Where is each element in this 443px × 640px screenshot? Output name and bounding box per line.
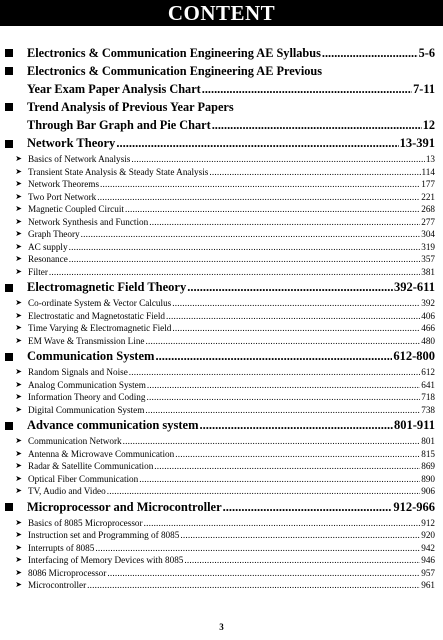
toc-entry-title: Trend Analysis of Previous Year Papers — [27, 100, 234, 114]
toc-page-range: 961 — [421, 580, 435, 590]
dot-leader — [166, 310, 420, 323]
square-bullet-icon — [5, 67, 13, 75]
dot-leader — [154, 460, 420, 473]
dot-leader — [116, 134, 398, 153]
arrow-bullet-icon: ➤ — [15, 404, 22, 414]
toc-subentry — [0, 567, 443, 580]
arrow-bullet-icon: ➤ — [15, 254, 22, 263]
toc-entry-title: Two Port Network — [28, 191, 97, 202]
dot-leader — [172, 322, 420, 335]
toc-page-range: 920 — [421, 530, 435, 540]
dot-leader — [180, 529, 420, 542]
toc-subentry — [0, 435, 443, 448]
dot-leader — [69, 253, 420, 266]
arrow-bullet-icon: ➤ — [15, 555, 22, 564]
toc-section-entry — [0, 347, 443, 366]
toc-page-range: 114 — [421, 166, 435, 177]
marker-spacer — [5, 121, 13, 129]
toc-page-range: 718 — [421, 392, 435, 402]
toc-page-range: 869 — [421, 461, 435, 471]
toc-page-range: 277 — [421, 216, 435, 227]
toc-page-range: 7-11 — [413, 82, 435, 96]
toc-entry-title: Communication System — [27, 349, 155, 363]
toc-subentry — [0, 241, 443, 254]
toc-page-range: 612-800 — [393, 349, 435, 363]
toc-major-entry — [0, 62, 443, 80]
toc-entry-title: Time Varying & Electromagnetic Field — [28, 323, 172, 333]
toc-page-range: 177 — [421, 179, 435, 189]
dot-leader — [131, 153, 424, 166]
toc-major-entry — [0, 116, 443, 134]
toc-entry-title: AC supply — [28, 241, 68, 252]
arrow-bullet-icon: ➤ — [15, 567, 22, 577]
dot-leader — [149, 216, 420, 229]
arrow-bullet-icon: ➤ — [15, 154, 22, 163]
toc-page-range: 815 — [421, 448, 435, 459]
toc-page-range: 466 — [421, 323, 435, 333]
dot-leader — [200, 416, 394, 435]
toc-subentry — [0, 228, 443, 241]
toc-subentry — [0, 253, 443, 266]
toc-page-range: 392 — [421, 298, 435, 308]
toc-page-range: 381 — [421, 266, 435, 277]
toc-subentry — [0, 297, 443, 310]
toc-subentry — [0, 322, 443, 335]
toc-subentry — [0, 404, 443, 417]
dot-leader — [322, 44, 418, 62]
arrow-bullet-icon: ➤ — [15, 166, 22, 176]
toc-page-range: 912-966 — [393, 499, 435, 514]
toc-entry-title: Optical Fiber Communication — [28, 473, 139, 484]
toc-entry-title: 8086 Microprocessor — [28, 567, 107, 578]
toc-page-range: 319 — [421, 241, 435, 252]
dot-leader — [95, 542, 420, 555]
dot-leader — [144, 517, 421, 530]
toc-section-entry — [0, 134, 443, 153]
toc-entry-title: Electronics & Communication Engineering AE Syllabus — [27, 46, 321, 60]
arrow-bullet-icon: ➤ — [15, 436, 22, 445]
toc-subentry — [0, 529, 443, 542]
toc-subentry — [0, 166, 443, 179]
arrow-bullet-icon: ➤ — [15, 379, 22, 389]
toc-page-range: 738 — [421, 404, 435, 415]
square-bullet-icon — [5, 49, 13, 57]
toc-page-range: 5-6 — [418, 46, 435, 60]
dot-leader — [123, 435, 421, 448]
toc-entry-title: Communication Network — [28, 436, 122, 446]
toc-entry-title: Electrostatic and Magnetostatic Field — [28, 310, 166, 321]
dot-leader — [100, 178, 420, 191]
arrow-bullet-icon: ➤ — [15, 473, 22, 483]
toc-page-range: 641 — [421, 379, 435, 390]
dot-leader — [175, 448, 420, 461]
toc-page-range: 357 — [421, 254, 435, 264]
toc-entry-title: EM Wave & Transmission Line — [28, 335, 145, 346]
arrow-bullet-icon: ➤ — [15, 335, 22, 345]
toc-page-range: 221 — [421, 191, 435, 202]
arrow-bullet-icon: ➤ — [15, 367, 22, 376]
toc-entry-title: Network Theorems — [28, 179, 100, 189]
toc-page-range: 801-911 — [394, 418, 435, 432]
toc-entry-title: Resonance — [28, 254, 68, 264]
toc-section-entry — [0, 498, 443, 517]
toc-subentry — [0, 391, 443, 404]
toc-page-range: 906 — [421, 486, 435, 496]
toc-page-range: 801 — [421, 436, 435, 446]
toc-entry-title: Electronics & Communication Engineering AE Previous — [27, 64, 323, 78]
toc-entry-title: Magnetic Coupled Circuit — [28, 204, 124, 214]
square-bullet-icon — [5, 284, 13, 292]
toc-entry-title: Analog Communication System — [28, 379, 146, 390]
toc-major-entry — [0, 44, 443, 62]
toc-entry-title: Year Exam Paper Analysis Chart — [27, 82, 201, 96]
dot-leader — [146, 335, 421, 348]
toc-subentry — [0, 178, 443, 191]
toc-subentry — [0, 379, 443, 392]
toc-page-range: 942 — [421, 542, 435, 553]
toc-subentry — [0, 153, 443, 166]
page-number: 3 — [219, 622, 224, 632]
dot-leader — [125, 203, 420, 216]
dot-leader — [87, 579, 420, 592]
dot-leader — [187, 278, 393, 297]
toc-major-entry — [0, 80, 443, 98]
arrow-bullet-icon: ➤ — [15, 323, 22, 332]
arrow-bullet-icon: ➤ — [15, 241, 22, 251]
arrow-bullet-icon: ➤ — [15, 580, 22, 589]
arrow-bullet-icon: ➤ — [15, 461, 22, 470]
arrow-bullet-icon: ➤ — [15, 191, 22, 201]
dot-leader — [107, 567, 420, 580]
toc-page-range: 612 — [421, 367, 435, 377]
toc-subentry — [0, 191, 443, 204]
toc-subentry — [0, 542, 443, 555]
table-of-contents — [0, 44, 443, 592]
dot-leader — [107, 485, 421, 498]
square-bullet-icon — [5, 140, 13, 148]
arrow-bullet-icon: ➤ — [15, 310, 22, 320]
square-bullet-icon — [5, 422, 13, 430]
toc-subentry — [0, 203, 443, 216]
toc-entry-title: Random Signals and Noise — [28, 367, 128, 377]
toc-subentry — [0, 310, 443, 323]
arrow-bullet-icon: ➤ — [15, 530, 22, 539]
dot-leader — [139, 473, 420, 486]
dot-leader — [209, 166, 420, 179]
toc-page-range: 13-391 — [399, 136, 435, 150]
dot-leader — [202, 80, 412, 98]
content-banner: CONTENT — [0, 0, 443, 26]
dot-leader — [81, 228, 421, 241]
toc-entry-title: Electromagnetic Field Theory — [27, 280, 187, 294]
toc-page-range: 392-611 — [394, 280, 435, 294]
marker-spacer — [5, 85, 13, 93]
toc-entry-title: Instruction set and Programming of 8085 — [28, 530, 180, 540]
toc-entry-title: Interfacing of Memory Devices with 8085 — [28, 555, 184, 565]
toc-subentry — [0, 448, 443, 461]
toc-page-range: 12 — [422, 118, 435, 132]
toc-page-range: 268 — [421, 204, 435, 214]
toc-page-range: 406 — [421, 310, 435, 321]
toc-entry-title: Advance communication system — [27, 418, 199, 432]
toc-page-range: 946 — [421, 555, 435, 565]
toc-entry-title: Basics of Network Analysis — [28, 154, 131, 164]
toc-entry-title: Radar & Satellite Communication — [28, 461, 154, 471]
toc-subentry — [0, 366, 443, 379]
toc-entry-title: Through Bar Graph and Pie Chart — [27, 118, 211, 132]
toc-page-range: 304 — [421, 229, 435, 239]
arrow-bullet-icon: ➤ — [15, 204, 22, 213]
toc-entry-title: Transient State Analysis & Steady State Analysis — [28, 166, 209, 177]
dot-leader — [212, 116, 422, 134]
toc-entry-title: Network Theory — [27, 136, 116, 150]
arrow-bullet-icon: ➤ — [15, 486, 22, 495]
dot-leader — [172, 297, 420, 310]
toc-subentry — [0, 579, 443, 592]
arrow-bullet-icon: ➤ — [15, 298, 22, 307]
arrow-bullet-icon: ➤ — [15, 448, 22, 458]
toc-entry-title: Information Theory and Coding — [28, 392, 146, 402]
arrow-bullet-icon: ➤ — [15, 266, 22, 276]
toc-section-entry — [0, 278, 443, 297]
dot-leader — [129, 366, 420, 379]
toc-entry-title: Filter — [28, 266, 48, 277]
toc-entry-title: Basics of 8085 Microprocessor — [28, 517, 143, 528]
square-bullet-icon — [5, 503, 13, 511]
toc-entry-title: Microcontroller — [28, 580, 87, 590]
dot-leader — [69, 241, 421, 254]
toc-page-range: 13 — [425, 154, 435, 164]
arrow-bullet-icon: ➤ — [15, 392, 22, 401]
arrow-bullet-icon: ➤ — [15, 229, 22, 238]
dot-leader — [49, 266, 420, 279]
toc-subentry — [0, 517, 443, 530]
dot-leader — [155, 347, 392, 366]
toc-page-range: 912 — [421, 517, 435, 528]
dot-leader — [184, 554, 420, 567]
toc-subentry — [0, 216, 443, 229]
arrow-bullet-icon: ➤ — [15, 517, 22, 527]
toc-entry-title: Digital Communication System — [28, 404, 145, 415]
toc-page-range: 957 — [421, 567, 435, 578]
toc-page-range: 890 — [421, 473, 435, 484]
toc-entry-title: Co-ordinate System & Vector Calculus — [28, 298, 172, 308]
toc-page-range: 480 — [421, 335, 435, 346]
toc-subentry — [0, 473, 443, 486]
toc-entry-title: Antenna & Microwave Communication — [28, 448, 175, 459]
toc-subentry — [0, 266, 443, 279]
dot-leader — [147, 379, 420, 392]
toc-entry-title: TV, Audio and Video — [28, 486, 106, 496]
toc-subentry — [0, 460, 443, 473]
toc-subentry — [0, 335, 443, 348]
toc-subentry — [0, 554, 443, 567]
toc-subentry — [0, 485, 443, 498]
arrow-bullet-icon: ➤ — [15, 216, 22, 226]
toc-entry-title: Network Synthesis and Function — [28, 216, 149, 227]
toc-major-entry — [0, 98, 443, 116]
dot-leader — [145, 404, 420, 417]
dot-leader — [97, 191, 420, 204]
toc-entry-title: Microprocessor and Microcontroller — [27, 499, 222, 514]
toc-section-entry — [0, 416, 443, 435]
square-bullet-icon — [5, 353, 13, 361]
arrow-bullet-icon: ➤ — [15, 179, 22, 188]
square-bullet-icon — [5, 103, 13, 111]
arrow-bullet-icon: ➤ — [15, 542, 22, 552]
toc-entry-title: Interrupts of 8085 — [28, 542, 95, 553]
dot-leader — [146, 391, 420, 404]
dot-leader — [223, 498, 393, 517]
toc-entry-title: Graph Theory — [28, 229, 80, 239]
